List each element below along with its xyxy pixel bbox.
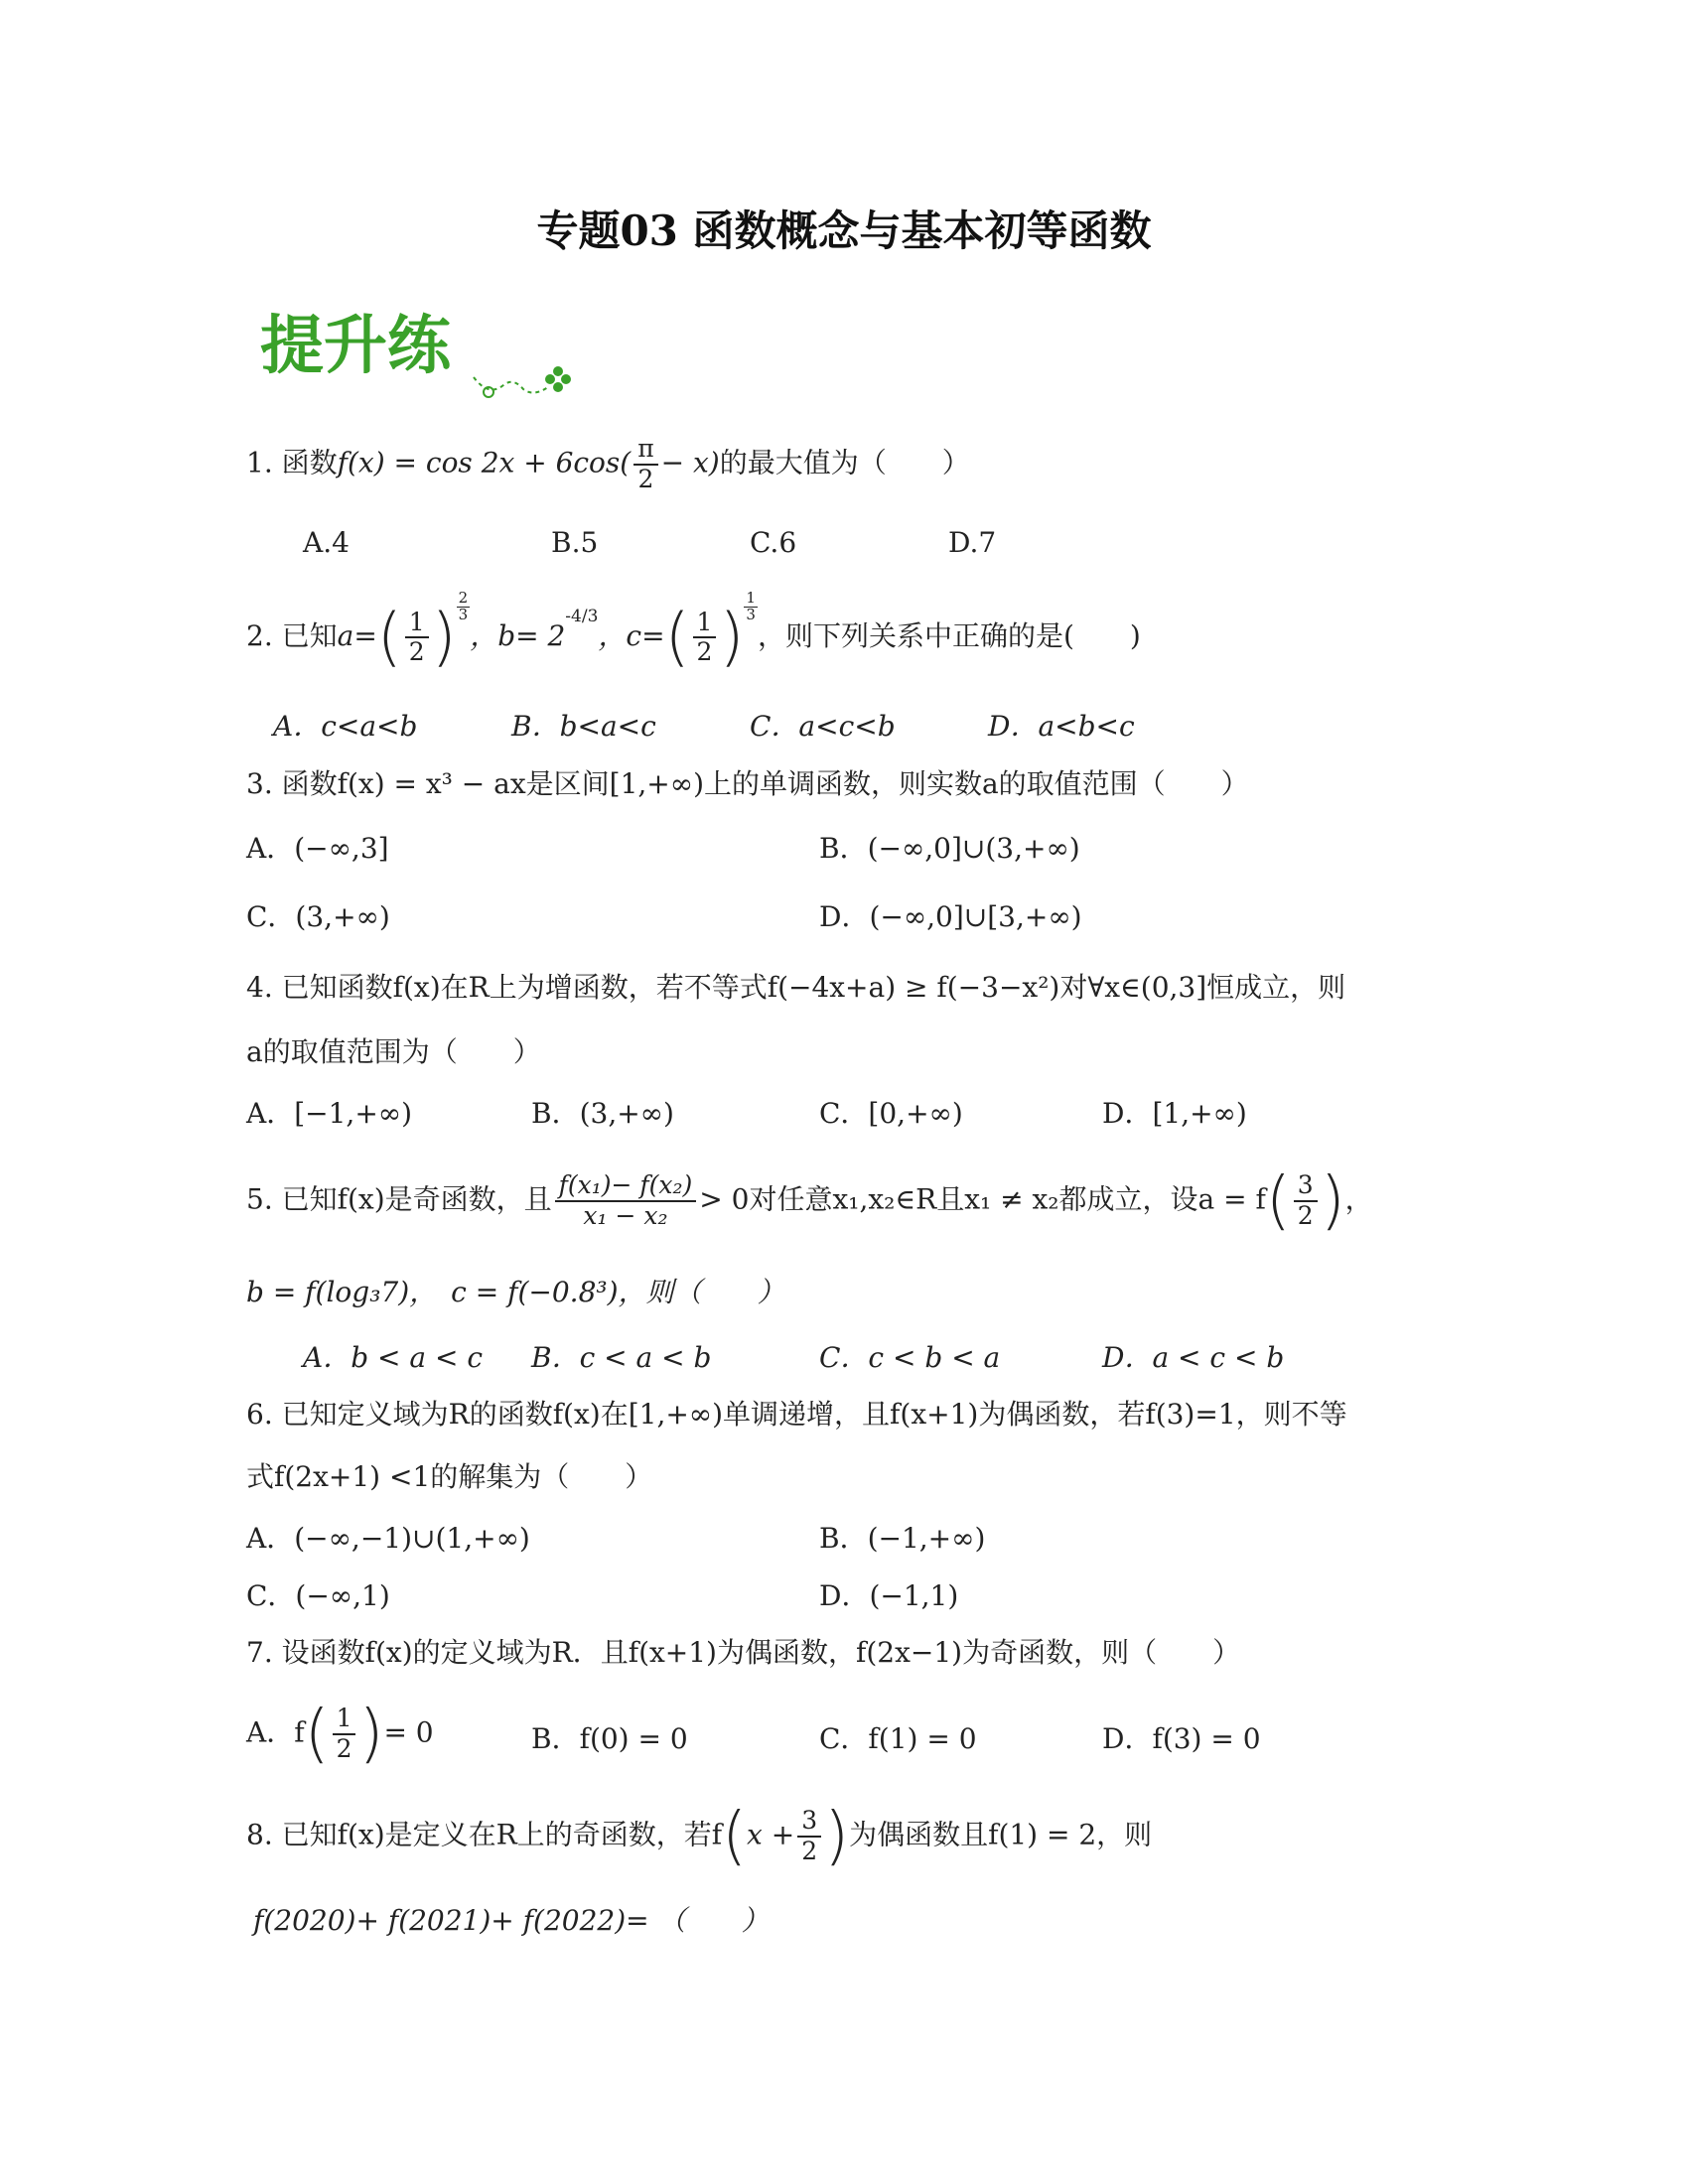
q2-option-d: D．a<b<c xyxy=(988,710,1135,743)
q2-option-a: A．c<a<b xyxy=(273,710,418,743)
question-3-stem: 3. 函数f(x) = x³ − ax是区间[1,+∞)上的单调函数，则实数a的取值范围（ ） xyxy=(246,767,1249,800)
question-1-stem: 1. 函数f(x) = cos 2x + 6cos( $\frac{\pi}{2}$ − x)的最大值为（ ） xyxy=(246,434,970,493)
question-6-stem-line2: 式f(2x+1) <1的解集为（ ） xyxy=(246,1460,653,1493)
q7-option-b: B．f(0) = 0 xyxy=(531,1722,688,1755)
q5-option-d: D．a < c < b xyxy=(1102,1341,1285,1374)
q6-option-c: C．(−∞,1) xyxy=(246,1579,390,1612)
q5-option-c: C．c < b < a xyxy=(819,1341,1001,1374)
question-7-stem: 7. 设函数f(x)的定义域为R．且f(x+1)为偶函数，f(2x−1)为奇函数，则（ ） xyxy=(246,1636,1241,1669)
q3-option-b: B．(−∞,0]∪(3,+∞) xyxy=(819,832,1080,865)
question-6-stem-line1: 6. 已知定义域为R的函数f(x)在[1,+∞)单调递增，且f(x+1)为偶函数，若f(3)=1，则不等 xyxy=(246,1398,1347,1431)
q3-option-c: C．(3,+∞) xyxy=(246,900,390,933)
q4-option-a: A．[−1,+∞) xyxy=(246,1097,413,1130)
q5-option-a: A．b < a < c xyxy=(303,1341,484,1374)
q6-option-d: D．(−1,1) xyxy=(819,1579,959,1612)
q1-option-c: C.6 xyxy=(750,526,797,559)
q4-option-d: D．[1,+∞) xyxy=(1102,1097,1247,1130)
question-8-stem-line1: 8. 已知f(x)是定义在R上的奇函数，若f(x + $\frac{3}{2}$ )为偶函数且f(1) = 2，则 xyxy=(246,1800,1153,1873)
question-4-stem-line1: 4. 已知函数f(x)在R上为增函数，若不等式f(−4x+a) ≥ f(−3−x²)对∀x∈(0,3]恒成立，则 xyxy=(246,971,1346,1004)
q6-option-b: B．(−1,+∞) xyxy=(819,1522,986,1555)
question-2-stem: 2. 已知a=( $\frac{1}{2}$ ) $\frac{2}{3}$ ，$b= 2^{-4/3}$，c=( $\frac{1}{2}$ ) $\frac{1}{3}$ ，则下列关系中正确的是( ) xyxy=(246,589,1141,675)
q1-option-d: D.7 xyxy=(948,526,997,559)
q5-option-b: B．c < a < b xyxy=(531,1341,712,1374)
q6-option-a: A．(−∞,−1)∪(1,+∞) xyxy=(246,1522,530,1555)
q7-option-d: D．f(3) = 0 xyxy=(1102,1722,1261,1755)
q2-option-c: C．a<c<b xyxy=(750,710,896,743)
q2-option-b: B．b<a<c xyxy=(511,710,656,743)
question-8-stem-line2: f(2020)+ f(2021)+ f(2022)= （ ） xyxy=(253,1904,770,1937)
banner-logo xyxy=(260,298,578,407)
q7-option-c: C．f(1) = 0 xyxy=(819,1722,977,1755)
question-5-stem-line2: b = f(log₃7)， c = f(−0.8³)，则（ ） xyxy=(246,1276,785,1308)
q3-option-a: A．(−∞,3] xyxy=(246,832,389,865)
page-title: 专题03 函数概念与基本初等函数 xyxy=(536,206,1152,255)
q4-option-b: B．(3,+∞) xyxy=(531,1097,674,1130)
q1-option-a: A.4 xyxy=(303,526,350,559)
question-5-stem-line1: 5. 已知f(x)是奇函数，且 $\frac{\text{f(x₁)− f(x₂)}}{\text{x₁ − x₂}}$ > 0对任意x₁,x₂∈R且x₁ ≠ x₂都成立，设a = f( $\frac{3}{2}$ )， xyxy=(246,1164,1373,1238)
q1-option-b: B.5 xyxy=(551,526,599,559)
q4-option-c: C．[0,+∞) xyxy=(819,1097,963,1130)
question-4-stem-line2: a的取值范围为（ ） xyxy=(246,1035,541,1068)
svg-text:提升练: 提升练 xyxy=(260,310,451,383)
q3-option-d: D．(−∞,0]∪[3,+∞) xyxy=(819,900,1082,933)
q7-option-a: A．f( $\frac{1}{2}$ )= 0 xyxy=(246,1698,434,1771)
